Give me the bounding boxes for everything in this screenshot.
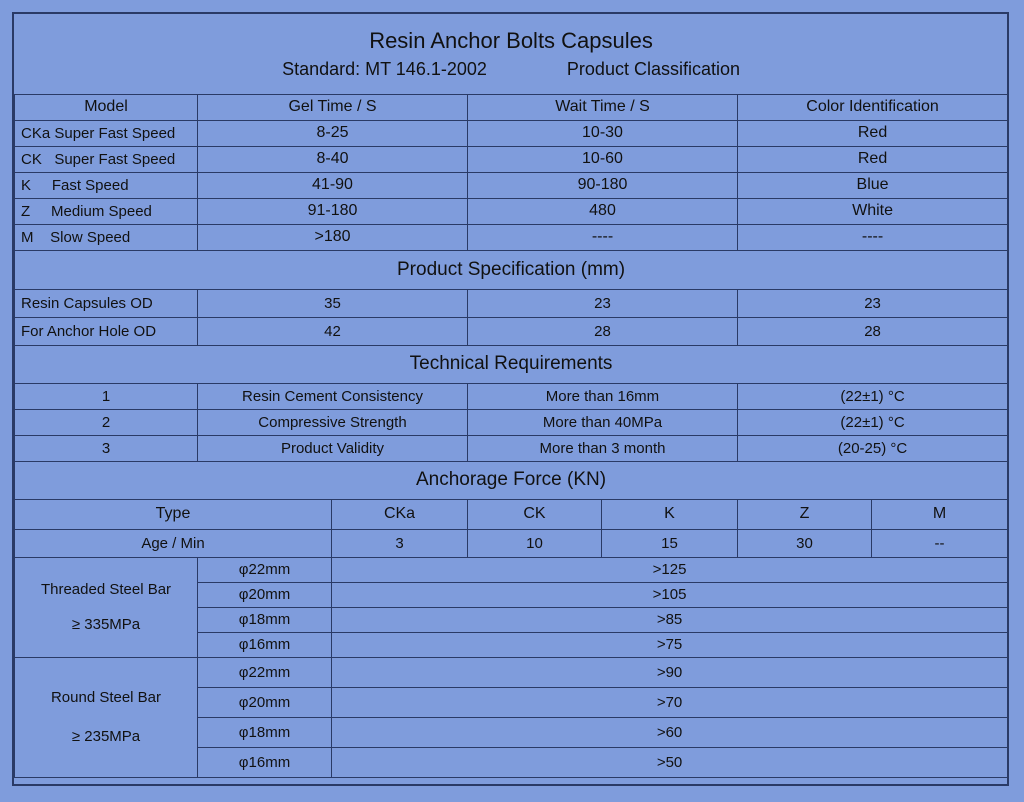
spec-value: 28: [738, 317, 1008, 345]
col-header: Color Identification: [738, 94, 1008, 120]
table-row: [15, 499, 1008, 529]
diameter-cell: φ18mm: [198, 607, 332, 632]
table-row: [15, 557, 1008, 582]
threaded-bar-name: Threaded Steel Bar: [40, 581, 172, 598]
tech-number: 1: [15, 383, 198, 409]
col-header: Wait Time / S: [468, 94, 738, 120]
diameter-cell: φ16mm: [198, 747, 332, 777]
type-cell: Z: [738, 499, 872, 529]
model-cell: M Slow Speed: [15, 224, 198, 250]
page-title: Resin Anchor Bolts Capsules: [369, 27, 653, 53]
table-row: [15, 435, 1008, 461]
col-header: Gel Time / S: [198, 94, 468, 120]
spec-value: 23: [738, 289, 1008, 317]
age-cell: 15: [602, 529, 738, 557]
table-row: [15, 120, 1008, 146]
color-cell: Red: [738, 146, 1008, 172]
col-header: Model: [15, 94, 198, 120]
round-bar-label: [15, 657, 198, 777]
tech-requirement: More than 40MPa: [468, 409, 738, 435]
age-label: Age / Min: [15, 529, 332, 557]
table-row: [15, 146, 1008, 172]
tech-section-title: Technical Requirements: [15, 345, 1008, 383]
age-cell: 30: [738, 529, 872, 557]
table-row: [15, 172, 1008, 198]
spec-section-title: Product Specification (mm): [15, 250, 1008, 289]
table-row: [15, 657, 1008, 687]
age-cell: 3: [332, 529, 468, 557]
tech-requirement: More than 16mm: [468, 383, 738, 409]
table-row: [15, 529, 1008, 557]
wait-cell: 10-60: [468, 146, 738, 172]
tech-requirement: More than 3 month: [468, 435, 738, 461]
gel-cell: 91-180: [198, 198, 468, 224]
age-cell: 10: [468, 529, 602, 557]
spec-label: Resin Capsules OD: [15, 289, 198, 317]
table-row: [15, 224, 1008, 250]
diameter-cell: φ16mm: [198, 632, 332, 657]
type-cell: M: [872, 499, 1008, 529]
type-label: Type: [15, 499, 332, 529]
header-block: [15, 14, 1008, 94]
gel-cell: 41-90: [198, 172, 468, 198]
diameter-cell: φ22mm: [198, 557, 332, 582]
tech-condition: (22±1) °C: [738, 383, 1008, 409]
tech-condition: (20-25) °C: [738, 435, 1008, 461]
force-value: >70: [332, 687, 1008, 717]
product-sheet: [12, 12, 1009, 786]
diameter-cell: φ20mm: [198, 687, 332, 717]
color-cell: ----: [738, 224, 1008, 250]
tech-number: 2: [15, 409, 198, 435]
wait-cell: 90-180: [468, 172, 738, 198]
wait-cell: ----: [468, 224, 738, 250]
color-cell: Red: [738, 120, 1008, 146]
tech-item: Resin Cement Consistency: [198, 383, 468, 409]
spec-value: 35: [198, 289, 468, 317]
spec-label: For Anchor Hole OD: [15, 317, 198, 345]
table-row: [15, 409, 1008, 435]
color-cell: White: [738, 198, 1008, 224]
threaded-bar-grade: ≥ 335MPa: [71, 616, 141, 633]
round-bar-name: Round Steel Bar: [50, 689, 162, 706]
force-value: >75: [332, 632, 1008, 657]
force-value: >50: [332, 747, 1008, 777]
force-section-title: Anchorage Force (KN): [15, 461, 1008, 499]
type-cell: CKa: [332, 499, 468, 529]
subtitle: [19, 56, 1004, 82]
gel-cell: >180: [198, 224, 468, 250]
spec-value: 23: [468, 289, 738, 317]
force-value: >60: [332, 717, 1008, 747]
classification-label: Product Classification: [566, 58, 740, 79]
gel-cell: 8-25: [198, 120, 468, 146]
threaded-bar-label: [15, 557, 198, 657]
standard-label: Standard: MT 146.1-2002: [282, 58, 487, 79]
model-cell: CKa Super Fast Speed: [15, 120, 198, 146]
model-cell: CK Super Fast Speed: [15, 146, 198, 172]
force-value: >90: [332, 657, 1008, 687]
spec-value: 28: [468, 317, 738, 345]
force-value: >125: [332, 557, 1008, 582]
spec-value: 42: [198, 317, 468, 345]
spec-table: [14, 14, 1008, 778]
wait-cell: 480: [468, 198, 738, 224]
diameter-cell: φ22mm: [198, 657, 332, 687]
round-bar-grade: ≥ 235MPa: [71, 728, 141, 745]
table-row: [15, 198, 1008, 224]
table-row: [15, 317, 1008, 345]
wait-cell: 10-30: [468, 120, 738, 146]
model-cell: K Fast Speed: [15, 172, 198, 198]
table-row: [15, 289, 1008, 317]
gel-cell: 8-40: [198, 146, 468, 172]
tech-item: Compressive Strength: [198, 409, 468, 435]
diameter-cell: φ18mm: [198, 717, 332, 747]
diameter-cell: φ20mm: [198, 582, 332, 607]
table-row: [15, 383, 1008, 409]
tech-item: Product Validity: [198, 435, 468, 461]
force-value: >85: [332, 607, 1008, 632]
color-cell: Blue: [738, 172, 1008, 198]
force-value: >105: [332, 582, 1008, 607]
age-cell: --: [872, 529, 1008, 557]
model-cell: Z Medium Speed: [15, 198, 198, 224]
type-cell: CK: [468, 499, 602, 529]
type-cell: K: [602, 499, 738, 529]
tech-condition: (22±1) °C: [738, 409, 1008, 435]
tech-number: 3: [15, 435, 198, 461]
